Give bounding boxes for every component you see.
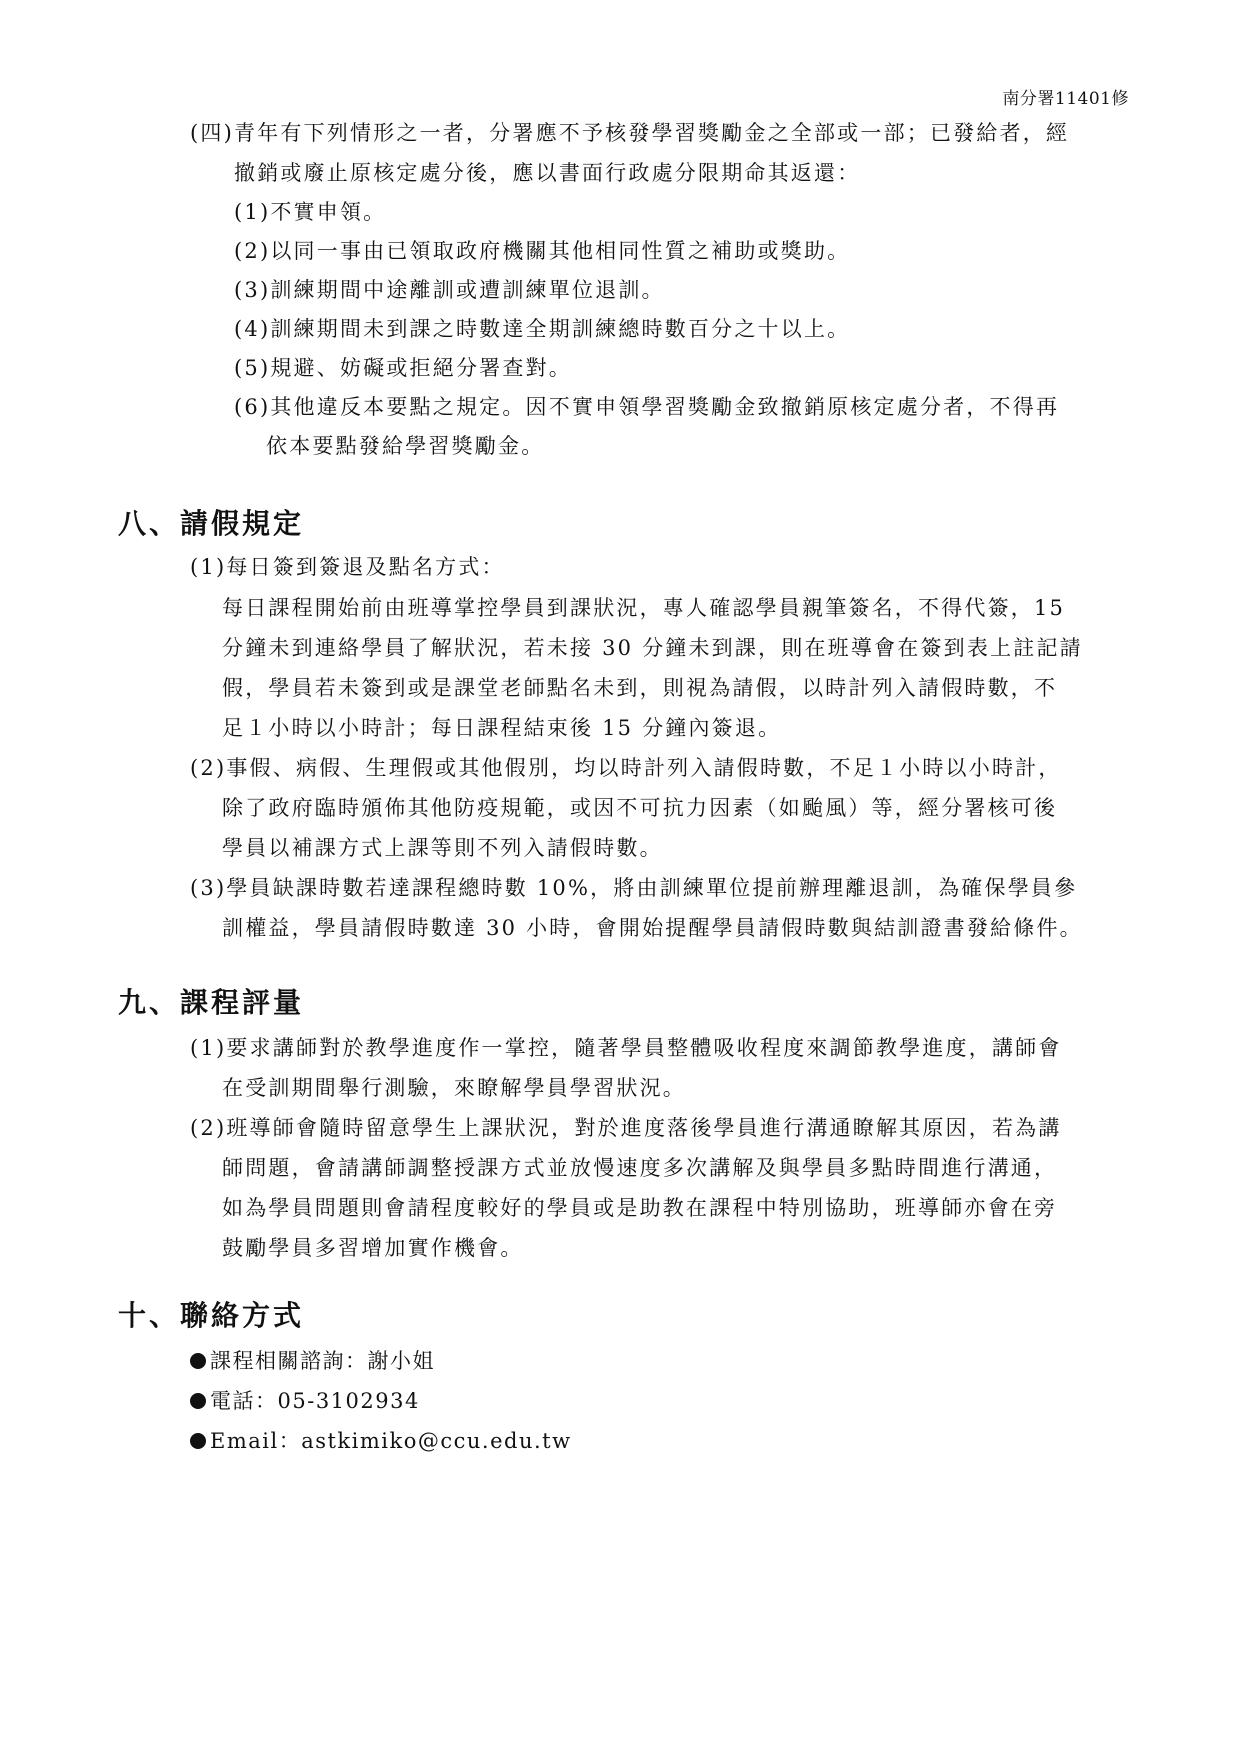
- paragraph-line: (四)青年有下列情形之一者，分署應不予核發學習獎勵金之全部或一部；已發給者，經: [190, 121, 1070, 145]
- list-item: (2)事假、病假、生理假或其他假別，均以時計列入請假時數，不足１小時以小時計，: [190, 756, 1062, 780]
- document-code: 南分署11401修: [1002, 89, 1129, 109]
- contact-text: 課程相關諮詢：謝小姐: [210, 1349, 435, 1373]
- list-item-continuation: 鼓勵學員多習增加實作機會。: [222, 1236, 524, 1260]
- list-item: (1)每日簽到簽退及點名方式：: [190, 555, 505, 579]
- list-item-continuation: 師問題，會請講師調整授課方式並放慢速度多次講解及與學員多點時間進行溝通，: [222, 1156, 1058, 1180]
- contact-item: [190, 1346, 435, 1376]
- contact-item: [190, 1386, 420, 1416]
- bullet-icon: [190, 1433, 206, 1449]
- contact-phone: 電話：05-3102934: [210, 1389, 420, 1413]
- paragraph-line: 每日課程開始前由班導掌控學員到課狀況，專人確認學員親筆簽名，不得代簽，15: [222, 596, 1066, 620]
- section-heading: 十、聯絡方式: [118, 1299, 305, 1332]
- list-item: (1)要求講師對於教學進度作一掌控，隨著學員整體吸收程度來調節教學進度，講師會: [190, 1036, 1062, 1060]
- list-item: (6)其他違反本要點之規定。因不實申領學習獎勵金致撤銷原核定處分者，不得再: [234, 395, 1060, 419]
- list-item: (5)規避、妨礙或拒絕分署查對。: [234, 356, 572, 380]
- section-heading: 八、請假規定: [118, 507, 305, 540]
- section-heading: 九、課程評量: [118, 986, 305, 1019]
- bullet-icon: [190, 1393, 206, 1409]
- paragraph-line: 假，學員若未簽到或是課堂老師點名未到，則視為請假，以時計列入請假時數，不: [222, 676, 1058, 700]
- list-item-continuation: 學員以補課方式上課等則不列入請假時數。: [222, 836, 663, 860]
- list-item: (3)訓練期間中途離訓或遭訓練單位退訓。: [234, 278, 665, 302]
- list-item: (1)不實申領。: [234, 200, 387, 224]
- paragraph-line: 分鐘未到連絡學員了解狀況，若未接 30 分鐘未到課，則在班導會在簽到表上註記請: [222, 636, 1083, 660]
- contact-item: [190, 1426, 572, 1456]
- contact-email: Email：astkimiko@ccu.edu.tw: [210, 1429, 572, 1453]
- bullet-icon: [190, 1353, 206, 1369]
- list-item-continuation: 依本要點發給學習獎勵金。: [266, 434, 545, 458]
- list-item: (2)班導師會隨時留意學生上課狀況，對於進度落後學員進行溝通瞭解其原因，若為講: [190, 1116, 1062, 1140]
- list-item: (3)學員缺課時數若達課程總時數 10%，將由訓練單位提前辦理離退訓，為確保學員參: [190, 876, 1078, 900]
- list-item-continuation: 訓權益，學員請假時數達 30 小時，會開始提醒學員請假時數與結訓證書發給條件。: [222, 916, 1083, 940]
- paragraph-line: 足１小時以小時計；每日課程結束後 15 分鐘內簽退。: [222, 716, 782, 740]
- list-item-continuation: 在受訓期間舉行測驗，來瞭解學員學習狀況。: [222, 1076, 686, 1100]
- list-item-continuation: 除了政府臨時頒佈其他防疫規範，或因不可抗力因素（如颱風）等，經分署核可後: [222, 796, 1058, 820]
- list-item: (2)以同一事由已領取政府機關其他相同性質之補助或獎助。: [234, 239, 851, 263]
- list-item-continuation: 如為學員問題則會請程度較好的學員或是助教在課程中特別協助，班導師亦會在旁: [222, 1196, 1058, 1220]
- paragraph-line: 撤銷或廢止原核定處分後，應以書面行政處分限期命其返還：: [234, 161, 861, 185]
- list-item: (4)訓練期間未到課之時數達全期訓練總時數百分之十以上。: [234, 317, 851, 341]
